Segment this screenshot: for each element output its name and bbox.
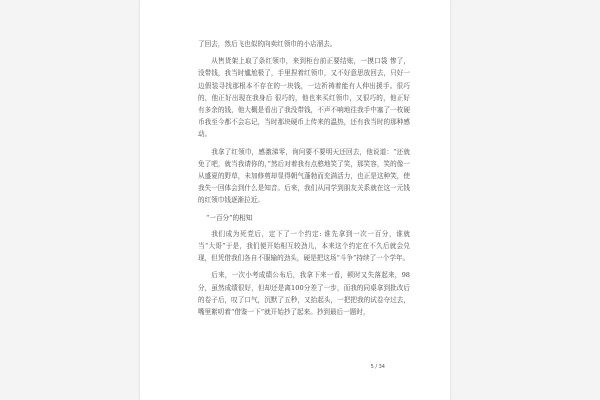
paragraph-4: 我们成为死党后，定下了一个约定: 谁先拿到一次一百分，谁就当“大哥”于是，我们便开始相互较劲儿，本来这个约定在不久后就会兑现，但凭借我们各自不服输的劲头，硬是把这场“斗争”持续了一个学年。 [198,229,410,263]
document-content [198,38,410,323]
paragraph-5: 后来，一次小考成绩公布后，我拿下来一看，顿时又失落起来，98分，虽然成绩很好，但却还是离100分差了一步，而我的同桌拿到批改后的卷子后，叹了口气，沉默了五秒，又抬起头，一把把我的试卷夺过去，嘴里絮叨着“借鉴一下”就开始抄了起来。抄到最后一题时， [198,271,410,317]
paragraph-2: 从售货架上取了条红领巾，来到柜台前正要结账，一摸口袋 惨了，没带钱，我当时尴尬极了，手里捏着红领巾，又不好意思放回去，只好一边假装寻找那根本不存在的一块钱，一边祈祷着能有人伸出援手。很巧的，他正好出现在我身后 很巧的，他也来买红领巾，又很巧的，他正好有多余的钱，他大概是看出了我没带钱，不声不响地往我手中塞了一枚硬币我至今都不会忘记，当时那块硬币上传来的温热，还有我当时的那种感动。 [198,57,410,139]
section-title: “一百分”的相知 [206,213,253,222]
paragraph-1: 了回去，然后飞也似的向卖红领巾的小店溜去。 [198,40,337,48]
page-number: 5 / 34 [370,364,385,370]
paragraph-3: 我拿了红领巾，感激涕零，询问要不要明天还回去，他说道：“还就免了吧，就当我请你的，”然后对着我有点憨地笑了笑，那笑容，笑的像一从盛夏的野草，未加修剪却显得朝气蓬勃而充满活力，也正是这种笑，使我失一回体会到什么是知音。后来，我们从同学到朋友关系就在这一元钱的红领巾钱逐渐拉近。 [198,147,410,205]
